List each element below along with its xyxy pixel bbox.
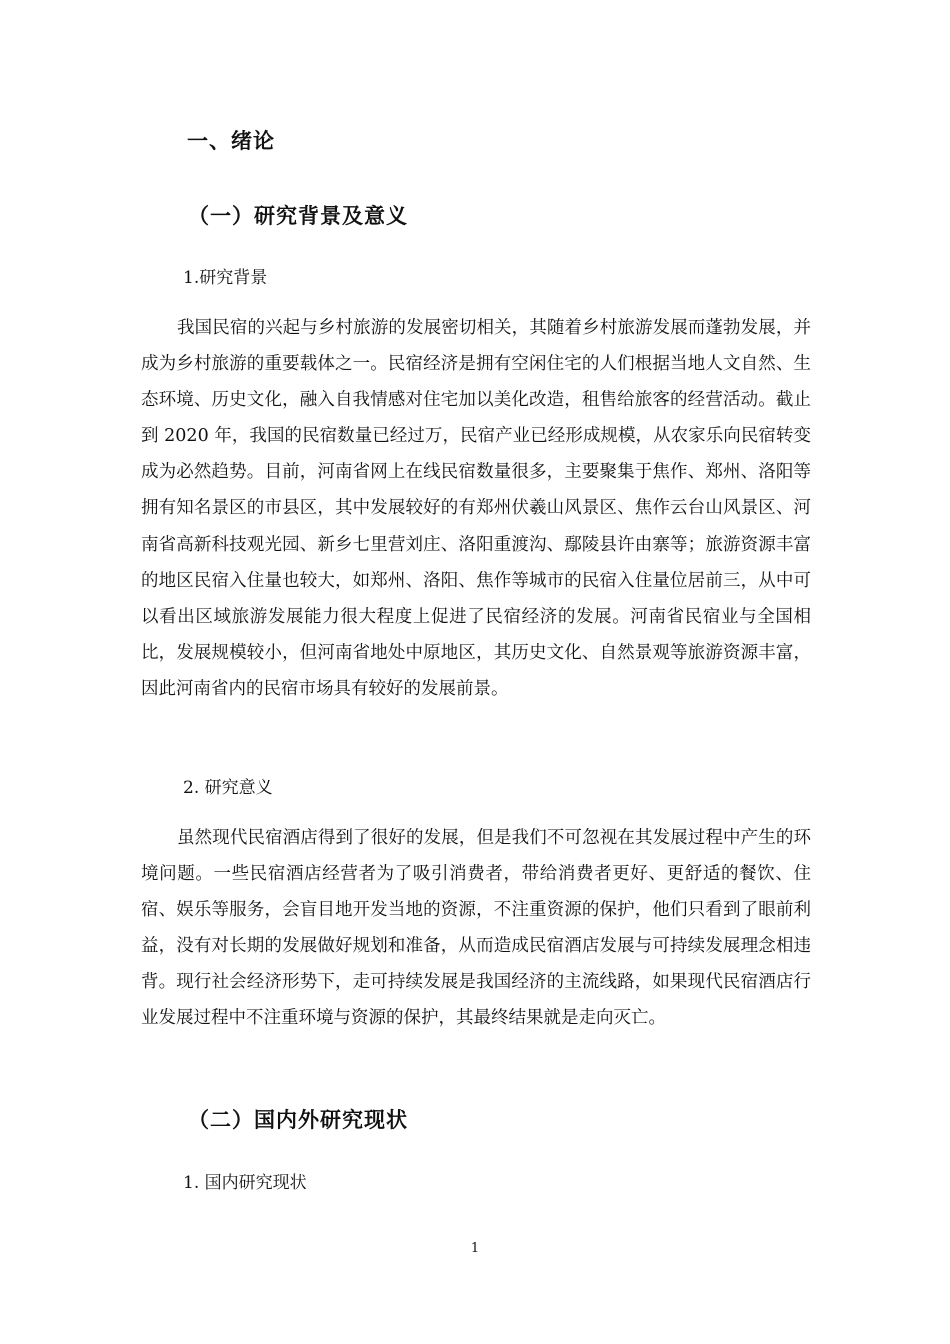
subsection-heading-significance: 2. 研究意义 [183,778,273,798]
chapter-title: 一、绪论 [187,128,275,153]
section-heading-background-significance: （一）研究背景及意义 [188,203,408,228]
paragraph-background: 我国民宿的兴起与乡村旅游的发展密切相关，其随着乡村旅游发展而蓬勃发展，并成为乡村旅游的重要载体之一。民宿经济是拥有空闲住宅的人们根据当地人文自然、生态环境、历史文化，融入自我情感对住宅加以美化改造，租售给旅客的经营活动。截止到 2020 年，我国的民宿数量已经过万，民宿产业已经形成规模，从农家乐向民宿转变成为必然趋势。目前，河南省网上在线民宿数量很多，主要聚集于焦作、郑州、洛阳等拥有知名景区的市县区，其中发展较好的有郑州伏羲山风景区、焦作云台山风景区、河南省高新科技观光园、新乡七里营刘庄、洛阳重渡沟、鄢陵县许由寨等；旅游资源丰富的地区民宿入住量也较大，如郑州、洛阳、焦作等城市的民宿入住量位居前三，从中可以看出区域旅游发展能力很大程度上促进了民宿经济的发展。河南省民宿业与全国相比，发展规模较小，但河南省地处中原地区，其历史文化、自然景观等旅游资源丰富，因此河南省内的民宿市场具有较好的发展前景。 [141,318,811,699]
subsection-heading-background: 1.研究背景 [183,268,268,288]
subsection-heading-domestic-research: 1. 国内研究现状 [183,1173,307,1193]
page-number: 1 [470,1241,480,1256]
paragraph-significance: 虽然现代民宿酒店得到了很好的发展，但是我们不可忽视在其发展过程中产生的环境问题。一些民宿酒店经营者为了吸引消费者，带给消费者更好、更舒适的餐饮、住宿、娱乐等服务，会盲目地开发当地的资源，不注重资源的保护，他们只看到了眼前利益，没有对长期的发展做好规划和准备，从而造成民宿酒店发展与可持续发展理念相违背。现行社会经济形势下，走可持续发展是我国经济的主流线路，如果现代民宿酒店行业发展过程中不注重环境与资源的保护，其最终结果就是走向灭亡。 [141,828,811,1029]
section-heading-research-status: （二）国内外研究现状 [188,1107,408,1132]
